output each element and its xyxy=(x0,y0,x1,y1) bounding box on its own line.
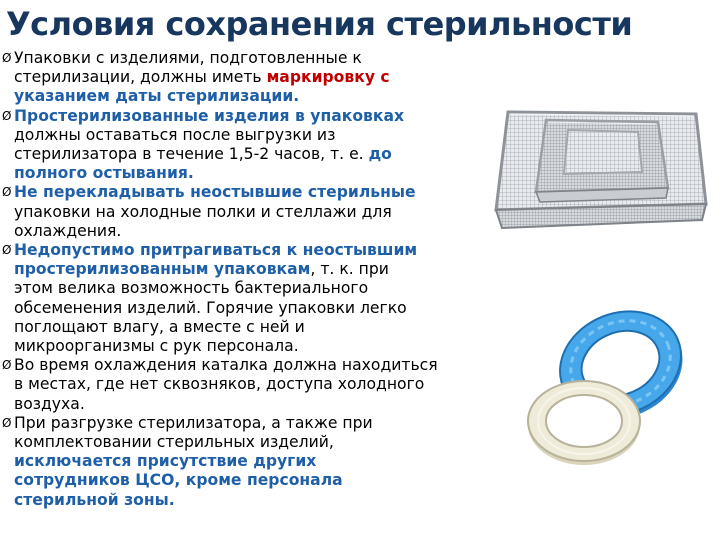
arrow-bullet-icon: Ø xyxy=(2,108,12,123)
item-text-line: воздуха. xyxy=(14,394,85,413)
item-text-line: этом велика возможность бактериального xyxy=(14,279,369,298)
list-item xyxy=(4,107,490,184)
item-text-line: комплектовании стерильных изделий, xyxy=(14,433,334,452)
slide-title: Условия сохранения стерильности xyxy=(6,5,633,43)
item-text-line xyxy=(14,145,490,164)
highlighted-text: указанием даты стерилизации. xyxy=(14,87,300,106)
arrow-bullet-icon: Ø xyxy=(2,185,12,200)
highlighted-text: простерилизованным упаковкам xyxy=(14,260,311,279)
list-item xyxy=(4,241,490,356)
highlighted-text: исключается присутствие других xyxy=(14,452,317,471)
tape-rolls-image xyxy=(522,297,702,475)
item-text-line xyxy=(14,68,490,87)
arrow-bullet-icon: Ø xyxy=(2,358,12,373)
item-text-line: поглощают влагу, а вместе с ней и xyxy=(14,317,305,336)
item-text-line xyxy=(14,260,490,279)
item-text: стерилизатора в течение 1,5-2 часов, т. е. xyxy=(14,145,369,164)
item-text: , т. к. при xyxy=(310,260,389,279)
arrow-bullet-icon: Ø xyxy=(2,415,12,430)
highlighted-text: Недопустимо притрагиваться к неостывшим xyxy=(14,241,418,260)
highlighted-text: маркировку с xyxy=(266,68,390,87)
item-text-line: Упаковки с изделиями, подготовленные к xyxy=(14,49,362,67)
list-item xyxy=(4,49,490,107)
list-item xyxy=(4,356,490,414)
item-text-line: микроорганизмы с рук персонала. xyxy=(14,337,299,356)
arrow-bullet-icon: Ø xyxy=(2,243,12,258)
item-text-line: обсеменения изделий. Горячие упаковки легко xyxy=(14,298,407,317)
highlighted-text: Простерилизованные изделия в упаковках xyxy=(14,106,405,125)
highlighted-text: сотрудников ЦСО, кроме персонала xyxy=(14,471,343,490)
conditions-list xyxy=(4,49,490,510)
item-text-line: в местах, где нет сквозняков, доступа холодного xyxy=(14,375,425,394)
sterilization-tray-image xyxy=(490,92,712,240)
list-item xyxy=(4,183,490,241)
item-text-line: должны оставаться после выгрузки из xyxy=(14,125,336,144)
item-text-line: Во время охлаждения каталка должна находиться xyxy=(14,356,438,375)
item-text-line: упаковки на холодные полки и стеллажи для xyxy=(14,202,392,221)
highlighted-text: стерильной зоны. xyxy=(14,490,175,509)
highlighted-text: Не перекладывать неостывшие стерильные xyxy=(14,183,416,202)
highlighted-text: полного остывания. xyxy=(14,164,194,183)
item-text: стерилизации, должны иметь xyxy=(14,68,267,87)
item-text-line: охлаждения. xyxy=(14,221,122,240)
arrow-bullet-icon: Ø xyxy=(2,51,12,65)
highlighted-text: до xyxy=(368,145,392,164)
list-item xyxy=(4,414,490,510)
item-text-line: При разгрузке стерилизатора, а также при xyxy=(14,413,373,432)
